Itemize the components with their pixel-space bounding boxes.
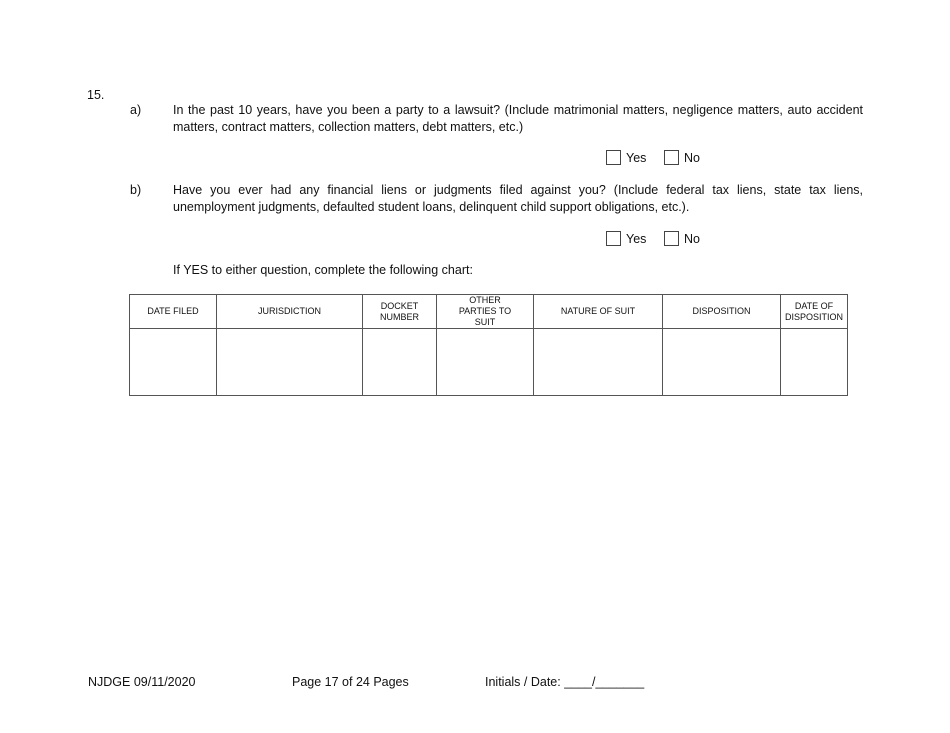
table-header-row <box>130 295 848 329</box>
no-label: No <box>684 231 700 246</box>
table-row <box>130 329 848 396</box>
cell-other-parties[interactable] <box>437 329 534 396</box>
cell-docket-number[interactable] <box>363 329 437 396</box>
header-disposition: DISPOSITION <box>663 295 781 329</box>
part-b-no-option[interactable] <box>664 231 700 246</box>
part-b-yes-option[interactable] <box>606 231 646 246</box>
checkbox[interactable] <box>664 231 679 246</box>
checkbox[interactable] <box>606 231 621 246</box>
part-a-label: a) <box>130 103 142 117</box>
cell-date-of-disposition[interactable] <box>781 329 848 396</box>
part-b-label: b) <box>130 183 142 197</box>
lawsuit-table <box>129 294 848 396</box>
cell-nature-of-suit[interactable] <box>534 329 663 396</box>
part-a-no-option[interactable] <box>664 150 700 165</box>
question-number: 15. <box>87 88 105 102</box>
cell-disposition[interactable] <box>663 329 781 396</box>
yes-label: Yes <box>626 231 647 246</box>
header-jurisdiction: JURISDICTION <box>217 295 363 329</box>
cell-jurisdiction[interactable] <box>217 329 363 396</box>
footer-form-id: NJDGE 09/11/2020 <box>88 675 196 689</box>
yes-label: Yes <box>626 150 647 165</box>
footer-page-number: Page 17 of 24 Pages <box>292 675 409 689</box>
part-b-text: Have you ever had any financial liens or judgments filed against you? (Include federal tax liens, state tax liens, unemployment judgments, defaulted student loans, delinquent child support obligations, etc.). <box>173 183 863 214</box>
header-date-filed: DATE FILED <box>130 295 217 329</box>
part-a-yes-option[interactable] <box>606 150 646 165</box>
header-nature-of-suit: NATURE OF SUIT <box>534 295 663 329</box>
header-docket-number: DOCKET NUMBER <box>363 295 437 329</box>
no-label: No <box>684 150 700 165</box>
footer-initials-date: Initials / Date: ____/_______ <box>485 675 645 689</box>
checkbox[interactable] <box>664 150 679 165</box>
instruction-text: If YES to either question, complete the following chart: <box>173 263 473 277</box>
part-a-text: In the past 10 years, have you been a party to a lawsuit? (Include matrimonial matters, negligence matters, auto accident matters, contract matters, collection matters, debt matters, etc.) <box>173 103 863 134</box>
cell-date-filed[interactable] <box>130 329 217 396</box>
header-other-parties: OTHER PARTIES TO SUIT <box>437 295 534 329</box>
checkbox[interactable] <box>606 150 621 165</box>
header-date-of-disposition: DATE OF DISPOSITION <box>781 295 848 329</box>
